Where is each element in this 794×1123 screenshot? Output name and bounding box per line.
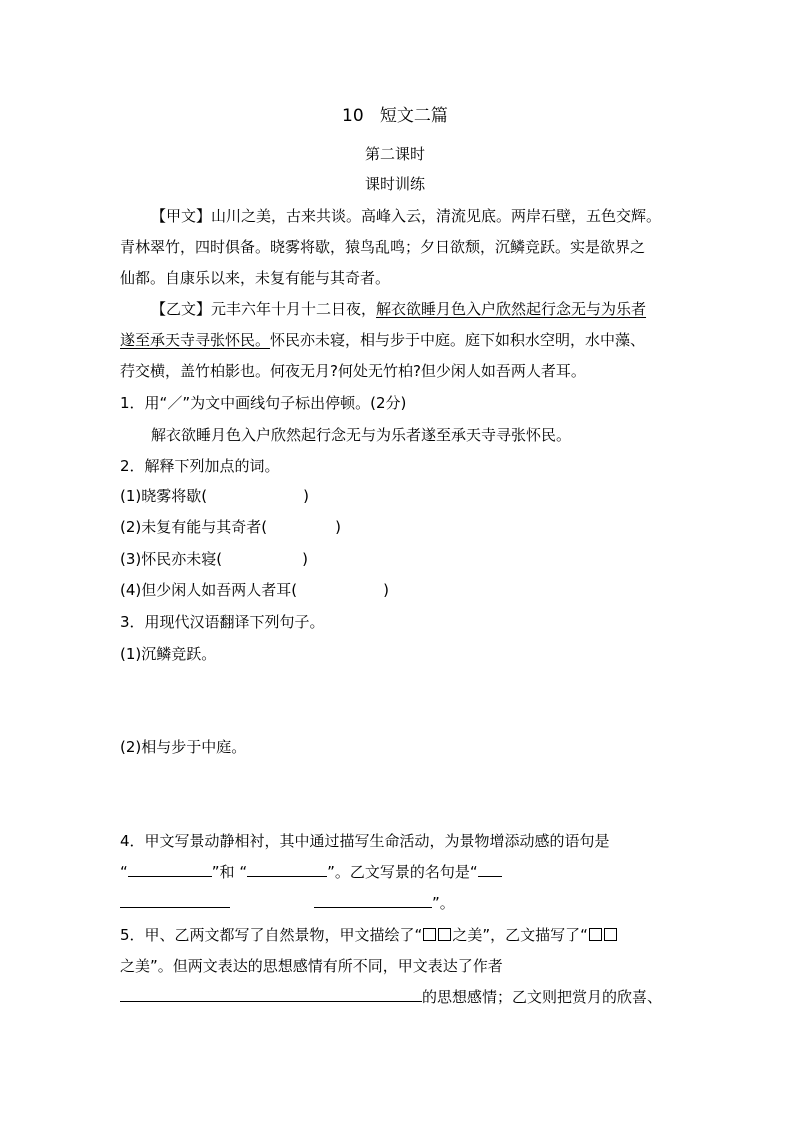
question-4-line-1: 4．甲文写景动静相衬，其中通过描写生命活动，为景物增添动感的语句是 <box>120 832 610 850</box>
answer-blank-3-cont[interactable] <box>120 893 230 908</box>
question-2-item-2 <box>120 517 341 537</box>
answer-box[interactable] <box>604 928 617 941</box>
underlined-sentence-part-2: 遂至承天寺寻张怀民。 <box>120 331 271 349</box>
close-paren: ) <box>303 487 309 505</box>
q4-mid-text: ”和 “ <box>211 863 248 881</box>
close-paren: ) <box>383 581 389 599</box>
passage-yi-line-2 <box>120 330 645 350</box>
close-paren: ) <box>302 550 308 568</box>
question-3-item-1: (1)沉鳞竞跃。 <box>120 645 217 663</box>
item-text: (3)怀民亦未寝( <box>120 550 223 568</box>
question-3-item-2: (2)相与步于中庭。 <box>120 738 247 756</box>
question-1-sentence: 解衣欲睡月色入户欣然起行念无与为乐者遂至承天寺寻张怀民。 <box>151 426 572 444</box>
question-5-line-1 <box>120 925 618 945</box>
passage-jia-line-1: 【甲文】山川之美，古来共谈。高峰入云，清流见底。两岸石壁，五色交辉。 <box>151 207 662 225</box>
item-text: (2)未复有能与其奇者( <box>120 518 268 536</box>
q5-line-1-b: 之美”，乙文描写了“ <box>452 926 588 944</box>
answer-blank-3[interactable] <box>478 862 502 877</box>
period-label: 第二课时 <box>365 145 426 163</box>
question-3: 3．用现代汉语翻译下列句子。 <box>120 613 325 631</box>
question-4-line-2 <box>120 862 502 882</box>
passage-yi-line-3: 荇交横，盖竹柏影也。何夜无月?何处无竹柏?但少闲人如吾两人者耳。 <box>120 362 586 380</box>
passage-yi-line-1 <box>151 299 646 319</box>
section-label: 课时训练 <box>365 175 426 193</box>
question-2-item-3 <box>120 549 308 569</box>
question-2-item-1 <box>120 486 309 506</box>
question-4-line-3 <box>120 893 455 913</box>
question-2-item-4 <box>120 580 389 600</box>
underlined-sentence-part-1: 解衣欲睡月色入户欣然起行念无与为乐者 <box>376 300 647 318</box>
q5-line-1-a: 5．甲、乙两文都写了自然景物，甲文描绘了“ <box>120 926 423 944</box>
answer-blank-4[interactable] <box>314 893 432 908</box>
item-text: (4)但少闲人如吾两人者耳( <box>120 581 298 599</box>
answer-box[interactable] <box>423 928 436 941</box>
question-5-line-3 <box>120 987 662 1007</box>
passage-jia-line-2: 青林翠竹，四时俱备。晓雾将歇，猿鸟乱鸣；夕日欲颓，沉鳞竞跃。实是欲界之 <box>120 238 646 256</box>
answer-blank-1[interactable] <box>128 862 212 877</box>
question-2: 2．解释下列加点的词。 <box>120 457 280 475</box>
passage-yi-prefix: 【乙文】元丰六年十月十二日夜， <box>151 300 377 318</box>
question-5-line-2: 之美”。但两文表达的思想感情有所不同，甲文表达了作者 <box>120 957 503 975</box>
q4-line-2-end: ”。乙文写景的名句是“ <box>327 863 478 881</box>
passage-yi-line-2-rest: 怀民亦未寝，相与步于中庭。庭下如积水空明，水中藻、 <box>270 331 646 349</box>
question-1: 1．用“／”为文中画线句子标出停顿。(2分) <box>120 394 407 412</box>
passage-jia-line-3: 仙都。自康乐以来，未复有能与其奇者。 <box>120 269 391 287</box>
open-quote: “ <box>120 863 128 881</box>
answer-blank-2[interactable] <box>247 862 327 877</box>
answer-blank-5[interactable] <box>120 987 422 1002</box>
answer-box[interactable] <box>589 928 602 941</box>
q5-line-3-end: 的思想感情；乙文则把赏月的欣喜、 <box>422 988 663 1006</box>
lesson-title <box>342 106 448 126</box>
answer-box[interactable] <box>438 928 451 941</box>
lesson-number: 10 <box>342 106 364 126</box>
q4-line-3-end: ”。 <box>432 894 455 912</box>
lesson-title-text: 短文二篇 <box>379 106 448 126</box>
close-paren: ) <box>335 518 341 536</box>
item-text: (1)晓雾将歇( <box>120 487 208 505</box>
